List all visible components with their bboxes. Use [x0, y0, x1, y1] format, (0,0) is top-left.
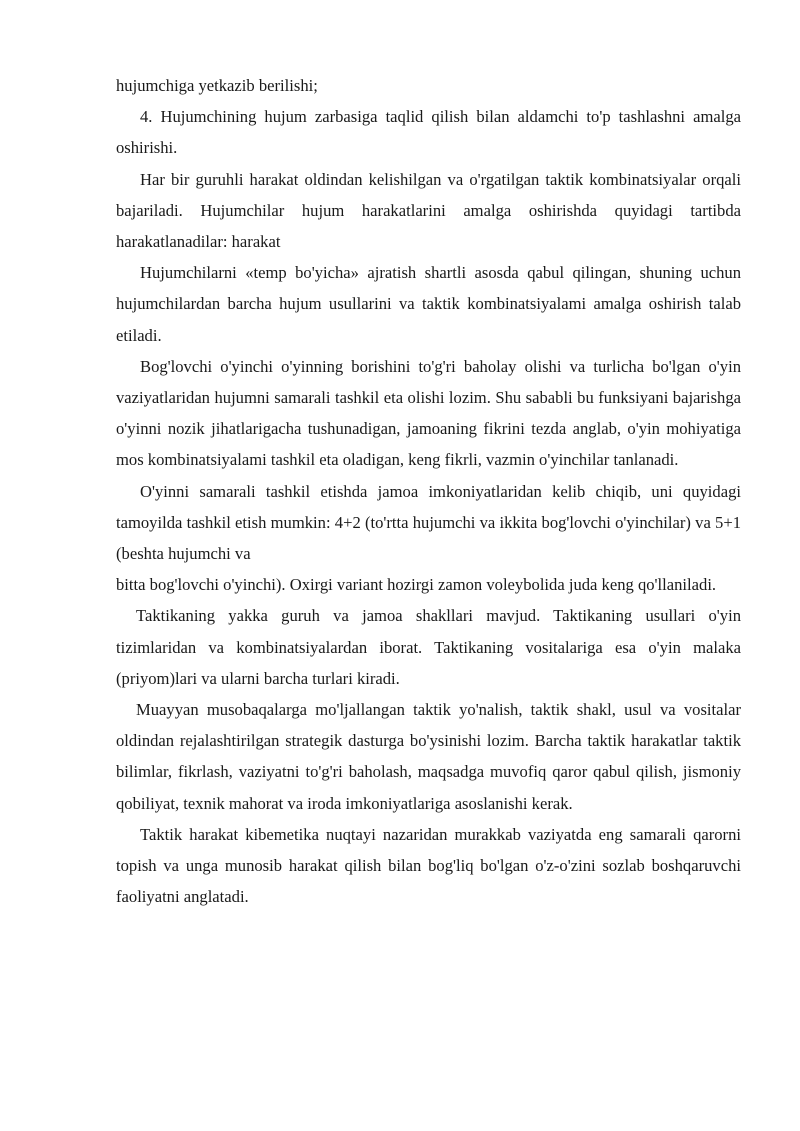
paragraph-5: Bog'lovchi o'yinchi o'yinning borishini to'g'ri baholay olishi va turlicha bo'lgan o'yin vaziyatlaridan hujumni samarali tashkil eta olishi lozim. Shu sababli bu funksiyani bajarishga o'yinni nozik jihatlarigacha tushunadigan, jamoaning fikrini tezda anglab, o'yin mohiyatiga mos kombinatsiyalami tashkil eta oladigan, keng fikrli, vazmin o'yinchilar tanlanadi. [116, 356, 741, 470]
paragraph-1: hujumchiga yetkazib berilishi; [116, 76, 318, 95]
paragraph-6: O'yinni samarali tashkil etishda jamoa imkoniyatlaridan kelib chiqib, uni quyidagi tamoyilda tashkil etish mumkin: 4+2 (to'rtta hujumchi va ikkita bog'lovchi o'yinchilar) va 5+1 (beshta hujumchi va [116, 481, 741, 564]
paragraph-2: 4. Hujumchining hujum zarbasiga taqlid qilish bilan aldamchi to'p tashlashni amalga oshirishi. [116, 107, 741, 158]
paragraph-3: Har bir guruhli harakat oldindan kelishilgan va o'rgatilgan taktik kombinatsiyalar orqali bajariladi. Hujumchilar hujum harakatlarini amalga oshirishda quyidagi tartibda harakatlanadilar: harakat [116, 169, 741, 252]
paragraph-4: Hujumchilarni «temp bo'yicha» ajratish shartli asosda qabul qilingan, shuning uchun hujumchilardan barcha hujum usullarini va taktik kombinatsiyalami amalga oshirish talab etiladi. [116, 263, 741, 345]
paragraph-8: Taktikaning yakka guruh va jamoa shakllari mavjud. Taktikaning usullari o'yin tizimlaridan va kombinatsiyalardan iborat. Taktikaning vositalariga esa o'yin malaka (priyom)lari va ularni barcha turlari kiradi. [116, 606, 741, 688]
paragraph-10: Taktik harakat kibemetika nuqtayi nazaridan murakkab vaziyatda eng samarali qarorni topish va unga munosib harakat qilish bilan bog'liq bo'lgan o'z-o'zini sozlab boshqaruvchi faoliyatni anglatadi. [116, 824, 741, 907]
paragraph-7: bitta bog'lovchi o'yinchi). Oxirgi variant hozirgi zamon voleybolida juda keng qo'llaniladi. [116, 575, 717, 595]
paragraph-9: Muayyan musobaqalarga mo'ljallangan taktik yo'nalish, taktik shakl, usul va vositalar oldindan rejalashtirilgan strategik dasturga bo'ysinishi lozim. Barcha taktik harakatlar taktik bilimlar, fikrlash, vaziyatni to'g'ri baholash, maqsadga muvofiq qaror qabul qilish, jismoniy qobiliyat, texnik mahorat va iroda imkoniyatlariga asoslanishi kerak. [116, 700, 741, 813]
body-text [116, 70, 741, 912]
